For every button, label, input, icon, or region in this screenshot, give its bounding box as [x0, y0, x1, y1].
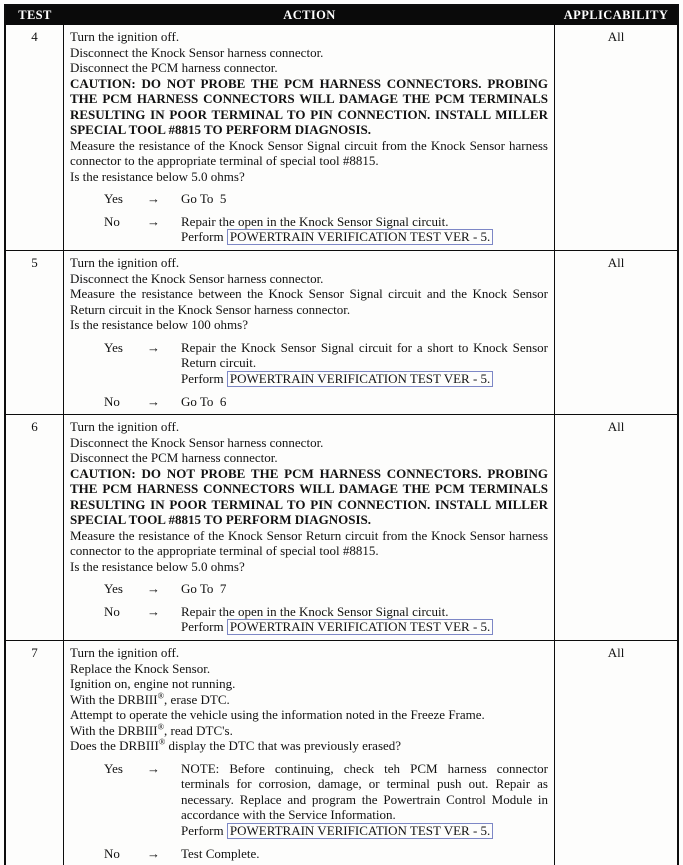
decision-no: [104, 846, 548, 862]
applicability-cell: [555, 641, 677, 865]
applicability-value: All: [607, 645, 625, 660]
action-step: Disconnect the Knock Sensor harness connector.: [70, 44, 324, 60]
action-step: With the DRBIII®, erase DTC.: [70, 690, 230, 707]
action-step: Turn the ignition off.: [70, 255, 180, 270]
header-applicability: APPLICABILITY: [563, 8, 669, 22]
action-step: Turn the ignition off.: [70, 29, 180, 44]
result-line: Repair the open in the Knock Sensor Signal circuit.: [181, 603, 449, 619]
decision-result: [181, 604, 548, 636]
table-row: [6, 250, 677, 414]
test-number: 6: [31, 419, 38, 434]
powertrain-verification-test-link[interactable]: POWERTRAIN VERIFICATION TEST VER - 5.: [227, 619, 493, 635]
result-line: Go To 7: [181, 581, 227, 596]
action-cell: [64, 25, 555, 250]
powertrain-verification-test-link[interactable]: POWERTRAIN VERIFICATION TEST VER - 5.: [227, 371, 493, 387]
powertrain-verification-test-link[interactable]: POWERTRAIN VERIFICATION TEST VER - 5.: [227, 823, 493, 839]
action-step: Is the resistance below 5.0 ohms?: [70, 168, 245, 184]
arrow-right-icon: →: [147, 760, 160, 776]
action-step: Is the resistance below 100 ohms?: [70, 317, 248, 332]
decision-answer: No: [104, 603, 120, 619]
action-step: Disconnect the Knock Sensor harness connector.: [70, 434, 324, 450]
applicability-cell: [555, 25, 677, 250]
decision-no: [104, 604, 548, 636]
decision-result: [181, 340, 548, 387]
registered-trademark-symbol: ®: [157, 690, 165, 701]
diagnostic-test-table: [4, 4, 679, 865]
result-line: Perform POWERTRAIN VERIFICATION TEST VER - 5.: [181, 229, 548, 245]
table-row: [6, 25, 677, 250]
action-step: Measure the resistance between the Knock Sensor Signal circuit and the Knock Sensor Return circuit in the Knock Sensor harness connector.: [70, 286, 548, 317]
decision-answer: No: [104, 393, 120, 409]
decision-yes: [104, 581, 548, 597]
decision-answer: Yes: [104, 191, 123, 206]
decision-result: [181, 191, 548, 207]
arrow-right-icon: →: [147, 845, 160, 861]
registered-trademark-symbol: ®: [158, 736, 166, 747]
test-number: 5: [31, 255, 38, 270]
decision-result: [181, 761, 548, 839]
result-line: Repair the open in the Knock Sensor Signal circuit.: [181, 213, 449, 229]
action-step: Turn the ignition off.: [70, 419, 180, 434]
applicability-value: All: [607, 255, 625, 270]
applicability-value: All: [607, 419, 625, 434]
action-step: Is the resistance below 5.0 ohms?: [70, 558, 245, 574]
action-step: Attempt to operate the vehicle using the information noted in the Freeze Frame.: [70, 707, 485, 722]
caution-text: CAUTION: DO NOT PROBE THE PCM HARNESS CONNECTORS. PROBING THE PCM HARNESS CONNECTORS WILL DAMAGE THE PCM TERMINALS RESULTING IN POOR TERMINAL TO PIN CONNECTION. INSTALL MILLER SPECIAL TOOL #8815 TO PERFORM DIAGNOSIS.: [70, 465, 548, 527]
decision-yes: [104, 191, 548, 207]
applicability-cell: [555, 251, 677, 414]
action-step: Disconnect the Knock Sensor harness connector.: [70, 270, 324, 286]
result-line: NOTE: Before continuing, check teh PCM harness connector terminals for corrosion, damage, or terminal push out. Repair as necessary. Replace and program the Powertrain Control Module in accordance with the Service Information.: [181, 760, 548, 822]
result-line: Repair the Knock Sensor Signal circuit for a short to Knock Sensor Return circuit.: [181, 339, 548, 370]
decision-answer: No: [104, 845, 120, 861]
test-number-cell: [6, 641, 64, 865]
table-body: [6, 25, 677, 865]
arrow-right-icon: →: [147, 393, 160, 409]
result-line: Perform POWERTRAIN VERIFICATION TEST VER - 5.: [181, 371, 548, 387]
result-line: Perform POWERTRAIN VERIFICATION TEST VER - 5.: [181, 619, 548, 635]
decision-no: [104, 394, 548, 410]
decision-answer: Yes: [104, 760, 123, 776]
decision-no: [104, 214, 548, 246]
test-number: 4: [31, 29, 38, 44]
table-header-row: [6, 6, 677, 25]
header-action: ACTION: [283, 8, 336, 22]
result-line: Perform POWERTRAIN VERIFICATION TEST VER - 5.: [181, 823, 548, 839]
action-cell: [64, 641, 555, 865]
decision-result: [181, 394, 548, 410]
action-cell: [64, 251, 555, 414]
result-line: Test Complete.: [181, 845, 260, 861]
powertrain-verification-test-link[interactable]: POWERTRAIN VERIFICATION TEST VER - 5.: [227, 229, 493, 245]
arrow-right-icon: →: [147, 339, 160, 355]
result-line: Go To 5: [181, 191, 227, 206]
action-step: Replace the Knock Sensor.: [70, 660, 211, 676]
table-row: [6, 640, 677, 865]
test-number-cell: [6, 251, 64, 414]
header-test: TEST: [18, 8, 52, 22]
action-step: Measure the resistance of the Knock Sensor Signal circuit from the Knock Sensor harness connector to the appropriate terminal of special tool #8815.: [70, 137, 548, 168]
arrow-right-icon: →: [147, 603, 160, 619]
action-step: Turn the ignition off.: [70, 645, 180, 660]
decision-answer: Yes: [104, 339, 123, 355]
action-step: Ignition on, engine not running.: [70, 676, 236, 691]
decision-result: [181, 581, 548, 597]
test-number-cell: [6, 25, 64, 250]
arrow-right-icon: →: [147, 581, 160, 596]
action-step: Disconnect the PCM harness connector.: [70, 60, 278, 75]
registered-trademark-symbol: ®: [157, 721, 165, 732]
action-step: With the DRBIII®, read DTC's.: [70, 721, 233, 738]
decision-yes: [104, 761, 548, 839]
arrow-right-icon: →: [147, 213, 160, 229]
caution-text: CAUTION: DO NOT PROBE THE PCM HARNESS CONNECTORS. PROBING THE PCM HARNESS CONNECTORS WILL DAMAGE THE PCM TERMINALS RESULTING IN POOR TERMINAL TO PIN CONNECTION. INSTALL MILLER SPECIAL TOOL #8815 TO PERFORM DIAGNOSIS.: [70, 75, 548, 137]
table-row: [6, 414, 677, 640]
decision-result: [181, 214, 548, 246]
action-step: Disconnect the PCM harness connector.: [70, 450, 278, 465]
test-number-cell: [6, 415, 64, 640]
decision-result: [181, 846, 548, 862]
decision-answer: No: [104, 213, 120, 229]
decision-answer: Yes: [104, 581, 123, 596]
action-cell: [64, 415, 555, 640]
action-step: Measure the resistance of the Knock Sensor Return circuit from the Knock Sensor harness connector to the appropriate terminal of special tool #8815.: [70, 527, 548, 558]
action-step: Does the DRBIII® display the DTC that was previously erased?: [70, 736, 402, 753]
decision-yes: [104, 340, 548, 387]
test-number: 7: [31, 645, 38, 660]
applicability-value: All: [607, 29, 625, 44]
arrow-right-icon: →: [147, 191, 160, 206]
result-line: Go To 6: [181, 393, 227, 409]
applicability-cell: [555, 415, 677, 640]
